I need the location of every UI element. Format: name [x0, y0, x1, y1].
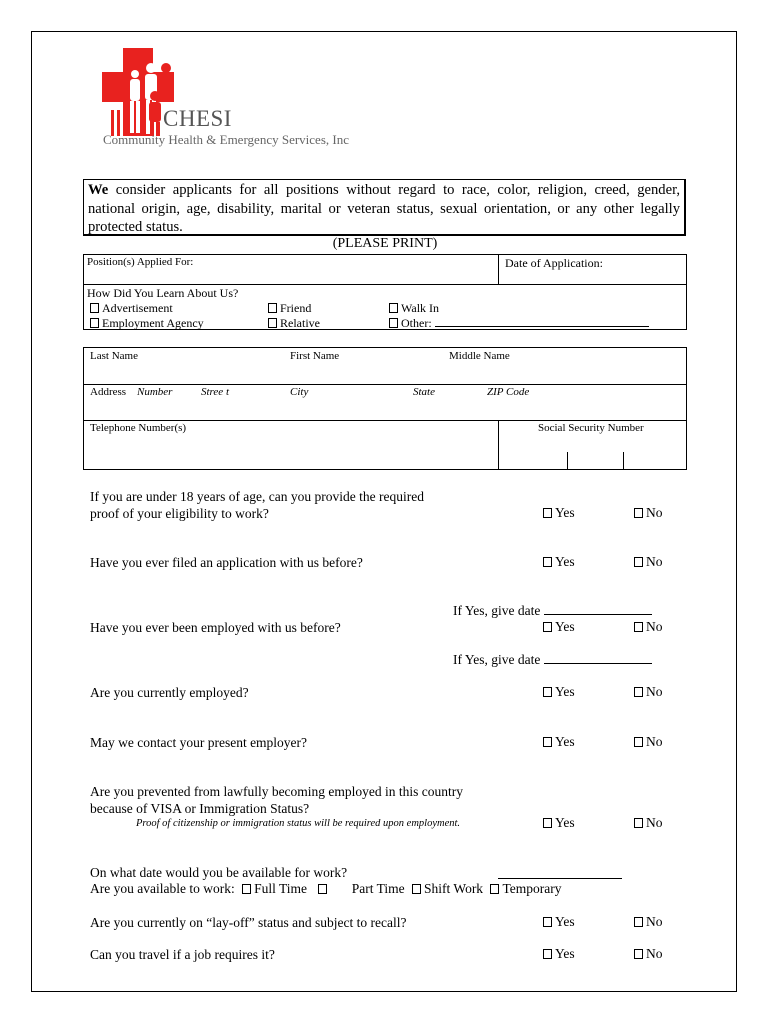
last-name-label: Last Name	[90, 350, 138, 362]
statement-text: consider applicants for all positions without regard to race, color, religion, creed, gender, national origin, age, disability, marital or veteran status, sexual orientation, or any other legally protected status.	[88, 182, 680, 235]
date-divider	[498, 254, 499, 285]
question-under-18: If you are under 18 years of age, can you provide the required proof of your eligibility to work?	[90, 489, 424, 521]
q2-no[interactable]: No	[634, 554, 663, 570]
checkbox[interactable]	[268, 303, 277, 313]
telephone-label: Telephone Number(s)	[90, 422, 187, 434]
question-available-date: On what date would you be available for work?	[90, 865, 348, 880]
q3-if-yes-date: If Yes, give date	[453, 652, 652, 668]
checkbox[interactable]	[90, 318, 99, 328]
option-friend[interactable]: Friend	[268, 301, 311, 316]
other-line[interactable]	[435, 326, 649, 327]
date-line[interactable]	[544, 614, 652, 615]
q6-no[interactable]: No	[634, 815, 663, 831]
logo-name: CHESI	[163, 106, 232, 131]
temporary-checkbox[interactable]	[490, 884, 499, 894]
option-employment-agency[interactable]: Employment Agency	[90, 316, 204, 331]
question-travel: Can you travel if a job requires it?	[90, 947, 275, 962]
address-label: Address	[90, 386, 127, 398]
checkbox[interactable]	[389, 303, 398, 313]
ssn-tick-1	[567, 452, 568, 470]
question-contact-employer: May we contact your present employer?	[90, 735, 308, 750]
q3-yes[interactable]: Yes	[543, 619, 575, 635]
q3-no[interactable]: No	[634, 619, 663, 635]
ssn-divider	[498, 420, 499, 470]
available-date-line[interactable]	[498, 864, 622, 879]
question-visa-status: Are you prevented from lawfully becoming employed in this country because of VISA or Immigration Status?	[90, 784, 464, 816]
q4-no[interactable]: No	[634, 684, 663, 700]
question-availability: Are you available to work: Full Time Part Time Shift Work Temporary	[90, 881, 562, 896]
q5-yes[interactable]: Yes	[543, 734, 575, 750]
q10-yes[interactable]: Yes	[543, 946, 575, 962]
checkbox[interactable]	[90, 303, 99, 313]
full-time-checkbox[interactable]	[242, 884, 251, 894]
question-filed-before: Have you ever filed an application with us before?	[90, 555, 363, 570]
q5-no[interactable]: No	[634, 734, 663, 750]
option-walk-in[interactable]: Walk In	[389, 301, 439, 316]
number-label: Number	[137, 386, 173, 398]
q2-yes[interactable]: Yes	[543, 554, 575, 570]
street-label: Stree t	[201, 386, 229, 398]
option-other[interactable]: Other:	[389, 316, 649, 331]
city-label: City	[290, 386, 309, 398]
please-print-heading: (PLEASE PRINT)	[332, 236, 438, 251]
eeo-statement	[83, 179, 686, 236]
option-advertisement[interactable]: Advertisement	[90, 301, 173, 316]
q6-yes[interactable]: Yes	[543, 815, 575, 831]
middle-name-label: Middle Name	[449, 350, 510, 362]
q9-no[interactable]: No	[634, 914, 663, 930]
q4-yes[interactable]: Yes	[543, 684, 575, 700]
date-line[interactable]	[544, 663, 652, 664]
date-label: Date of Application:	[505, 256, 603, 270]
first-name-label: First Name	[290, 350, 340, 362]
question-currently-employed: Are you currently employed?	[90, 685, 249, 700]
visa-note: Proof of citizenship or immigration status will be required upon employment.	[136, 818, 461, 829]
learn-label: How Did You Learn About Us?	[87, 286, 239, 300]
q2-if-yes-date: If Yes, give date	[453, 603, 652, 619]
question-employed-before: Have you ever been employed with us before?	[90, 620, 341, 635]
address-box[interactable]	[83, 384, 687, 421]
ssn-tick-2	[623, 452, 624, 470]
q9-yes[interactable]: Yes	[543, 914, 575, 930]
state-label: State	[413, 386, 435, 398]
option-relative[interactable]: Relative	[268, 316, 320, 331]
q1-no[interactable]: No	[634, 505, 663, 521]
question-lay-off: Are you currently on “lay-off” status and subject to recall?	[90, 915, 407, 930]
q1-yes[interactable]: Yes	[543, 505, 575, 521]
q10-no[interactable]: No	[634, 946, 663, 962]
logo-subtitle: Community Health & Emergency Services, Inc	[103, 132, 349, 147]
name-box[interactable]	[83, 347, 687, 385]
ssn-label: Social Security Number	[538, 422, 644, 434]
shift-work-checkbox[interactable]	[412, 884, 421, 894]
zip-label: ZIP Code	[487, 386, 530, 398]
statement-first-word: We	[88, 182, 109, 198]
checkbox[interactable]	[389, 318, 398, 328]
checkbox[interactable]	[268, 318, 277, 328]
part-time-checkbox[interactable]	[318, 884, 327, 894]
position-label: Position(s) Applied For:	[87, 256, 194, 268]
